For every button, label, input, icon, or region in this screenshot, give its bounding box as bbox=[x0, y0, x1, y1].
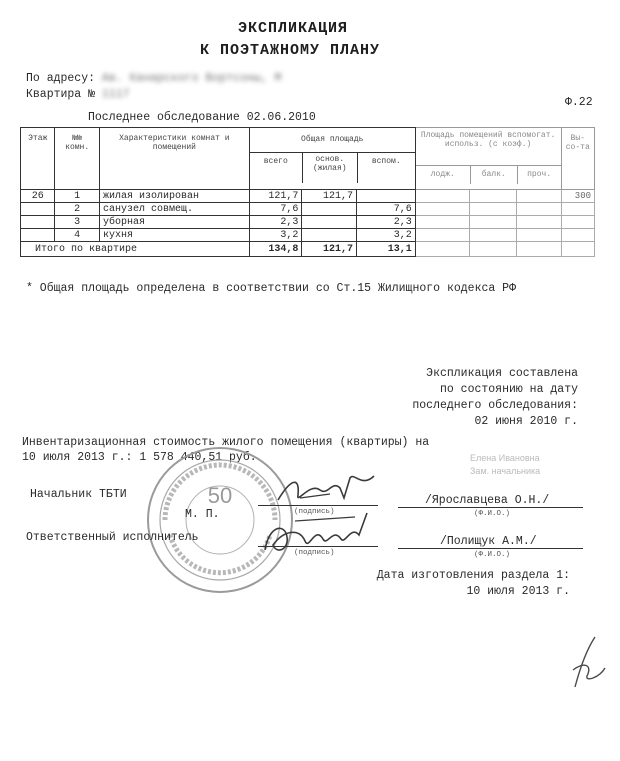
stamp-place-label: М. П. bbox=[185, 508, 220, 521]
compiled-block: Экспликация составлена по состоянию на дату последнего обследования: 02 июня 2010 г. bbox=[412, 367, 578, 428]
table-header-row bbox=[21, 128, 595, 190]
seal-number: 50 bbox=[207, 483, 233, 508]
header-main: основ. (жилая) bbox=[303, 153, 358, 183]
title-line-1: ЭКСПЛИКАЦИЯ bbox=[238, 20, 349, 37]
executor-name: /Полищук А.М./ bbox=[440, 535, 537, 548]
form-code: Ф.22 bbox=[565, 96, 593, 109]
head-label: Начальник ТБТИ bbox=[30, 488, 127, 501]
head-signature bbox=[270, 470, 380, 510]
header-aux-area: Площадь помещений вспомогат. использ. (с коэф.) лодж. балк. проч. bbox=[415, 128, 561, 190]
exec-fio-caption: (Ф.И.О.) bbox=[474, 551, 511, 559]
head-fio-caption: (Ф.И.О.) bbox=[474, 510, 511, 518]
address-value: Ав. Канарского Вортсоны, М bbox=[101, 72, 282, 85]
header-room-desc: Характеристики комнат и помещений bbox=[99, 128, 249, 190]
header-height: Вы-со-та bbox=[561, 128, 594, 190]
header-total: всего bbox=[250, 153, 303, 183]
inventory-value: Инвентаризационная стоимость жилого помещения (квартиры) на 10 июля 2013 г.: 1 578 440,51 руб. bbox=[22, 436, 430, 464]
apartment-label: Квартира № bbox=[26, 88, 96, 101]
table-row: 2 санузел совмещ. 7,6 7,6 bbox=[21, 203, 595, 216]
table-row: 3 уборная 2,3 2,3 bbox=[21, 216, 595, 229]
exec-name-line bbox=[398, 548, 583, 549]
header-floor: Этаж bbox=[21, 128, 55, 190]
executor-label: Ответственный исполнитель bbox=[26, 531, 199, 544]
header-total-area: Общая площадь всего основ. (жилая) вспом. bbox=[249, 128, 415, 190]
faded-note: Елена Ивановна Зам. начальника bbox=[470, 453, 541, 476]
head-name-line bbox=[398, 507, 583, 508]
executor-signature bbox=[255, 505, 385, 565]
total-label: Итого по квартире bbox=[21, 242, 250, 257]
head-sign-caption: (подпись) bbox=[294, 508, 335, 516]
table-total-row bbox=[21, 242, 595, 257]
initials-mark bbox=[565, 632, 610, 692]
exec-sign-caption: (подпись) bbox=[294, 549, 335, 557]
header-aux: вспом. bbox=[371, 157, 401, 166]
head-name: /Ярославцева О.Н./ bbox=[425, 494, 550, 507]
total-aux: 13,1 bbox=[357, 242, 416, 257]
header-balcony: балк. bbox=[471, 166, 518, 184]
table-row: 4 кухня 3,2 3,2 bbox=[21, 229, 595, 242]
explication-table bbox=[20, 127, 595, 257]
header-other: проч. bbox=[527, 170, 552, 179]
footnote: * Общая площадь определена в соответствии со Ст.15 Жилищного кодекса РФ bbox=[26, 282, 516, 295]
address-row bbox=[26, 72, 281, 85]
last-survey: Последнее обследование 02.06.2010 bbox=[88, 111, 316, 124]
apartment-row bbox=[26, 88, 130, 101]
title-line-2: К ПОЭТАЖНОМУ ПЛАНУ bbox=[200, 42, 381, 59]
apartment-value: 1117 bbox=[101, 88, 130, 101]
production-date-block: Дата изготовления раздела 1: 10 июля 2013 г. bbox=[376, 569, 570, 598]
header-loggia: лодж. bbox=[416, 166, 471, 184]
total-main: 121,7 bbox=[302, 242, 357, 257]
address-label: По адресу: bbox=[26, 72, 96, 85]
header-room-no: №№ комн. bbox=[55, 128, 100, 190]
total-all: 134,8 bbox=[249, 242, 302, 257]
table-row: 26 1 жилая изолирован 121,7 121,7 300 bbox=[21, 190, 595, 203]
